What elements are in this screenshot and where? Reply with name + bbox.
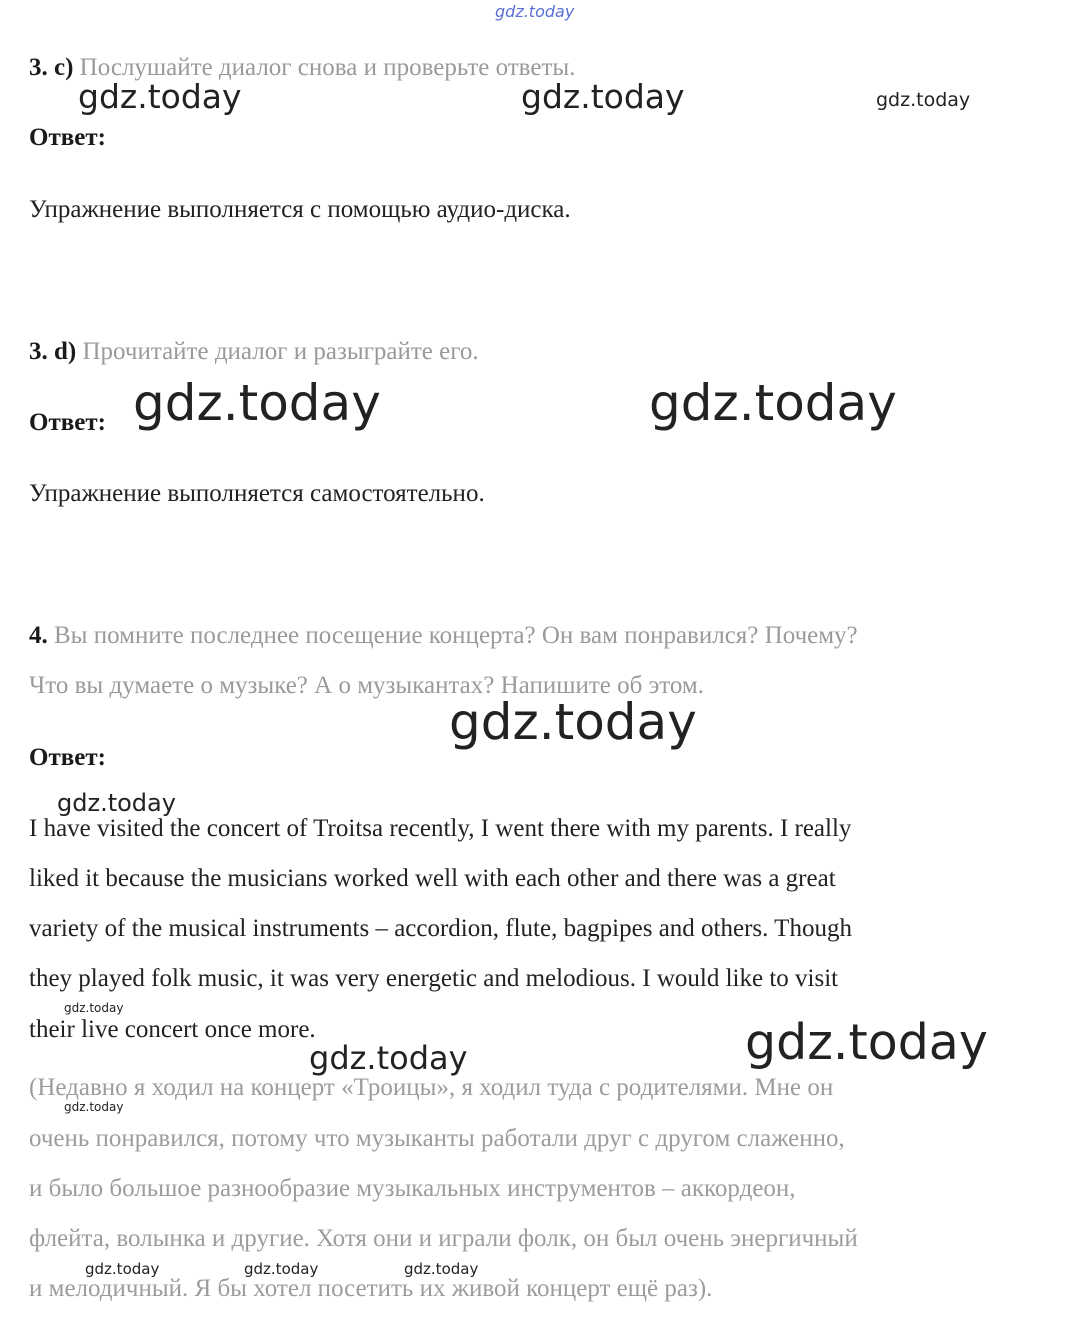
section-3c-task: Послушайте диалог снова и проверьте ответы. (79, 54, 576, 81)
watermark: gdz.today (64, 1001, 124, 1015)
watermark: gdz.today (85, 1260, 160, 1278)
section-4-translation-line: флейта, волынка и другие. Хотя они и играли фолк, он был очень энергичный (29, 1225, 858, 1252)
section-3d-answer-label: Ответ: (29, 409, 106, 436)
section-4-translation-line: и мелодичный. Я бы хотел посетить их живой концерт ещё раз). (29, 1275, 713, 1302)
section-4-translation-line: (Недавно я ходил на концерт «Троицы», я ходил туда с родителями. Мне он (29, 1074, 834, 1101)
watermark: gdz.today (649, 374, 897, 432)
section-3d-answer: Упражнение выполняется самостоятельно. (29, 480, 485, 507)
watermark: gdz.today (876, 89, 971, 111)
watermark: gdz.today (78, 77, 242, 116)
watermark: gdz.today (745, 1014, 988, 1071)
section-4-translation-line: очень понравился, потому что музыканты работали друг с другом слаженно, (29, 1125, 845, 1152)
section-3d-heading (29, 337, 479, 367)
section-3c-number: 3. c) (29, 54, 74, 81)
section-4-answer-line: liked it because the musicians worked well with each other and there was a great (29, 865, 836, 892)
section-4-task-line-2: Что вы думаете о музыке? А о музыкантах? Напишите об этом. (29, 672, 704, 699)
watermark: gdz.today (521, 77, 685, 116)
section-3d-task: Прочитайте диалог и разыграйте его. (82, 338, 479, 365)
section-4-number: 4. (29, 622, 48, 649)
watermark: gdz.today (404, 1260, 479, 1278)
section-4-task-line-1: Вы помните последнее посещение концерта? Он вам понравился? Почему? (54, 622, 858, 649)
watermark: gdz.today (64, 1100, 124, 1114)
section-4-heading (29, 621, 858, 651)
watermark: gdz.today (449, 693, 697, 751)
watermark: gdz.today (309, 1039, 468, 1077)
section-4-answer-line: variety of the musical instruments – accordion, flute, bagpipes and others. Though (29, 915, 852, 942)
section-4-answer-line: their live concert once more. (29, 1016, 316, 1043)
watermark: gdz.today (133, 374, 381, 432)
section-4-answer-line: I have visited the concert of Troitsa recently, I went there with my parents. I really (29, 815, 852, 842)
section-3c-answer-label: Ответ: (29, 124, 106, 151)
section-4-answer-label: Ответ: (29, 744, 106, 771)
section-3d-number: 3. d) (29, 338, 77, 365)
section-4-answer-line: they played folk music, it was very energetic and melodious. I would like to visit (29, 965, 839, 992)
watermark: gdz.today (244, 1260, 319, 1278)
watermark-top: gdz.today (495, 2, 575, 21)
section-4-translation-line: и было большое разнообразие музыкальных инструментов – аккордеон, (29, 1175, 796, 1202)
watermark: gdz.today (57, 789, 176, 817)
section-3c-answer: Упражнение выполняется с помощью аудио-диска. (29, 196, 571, 223)
